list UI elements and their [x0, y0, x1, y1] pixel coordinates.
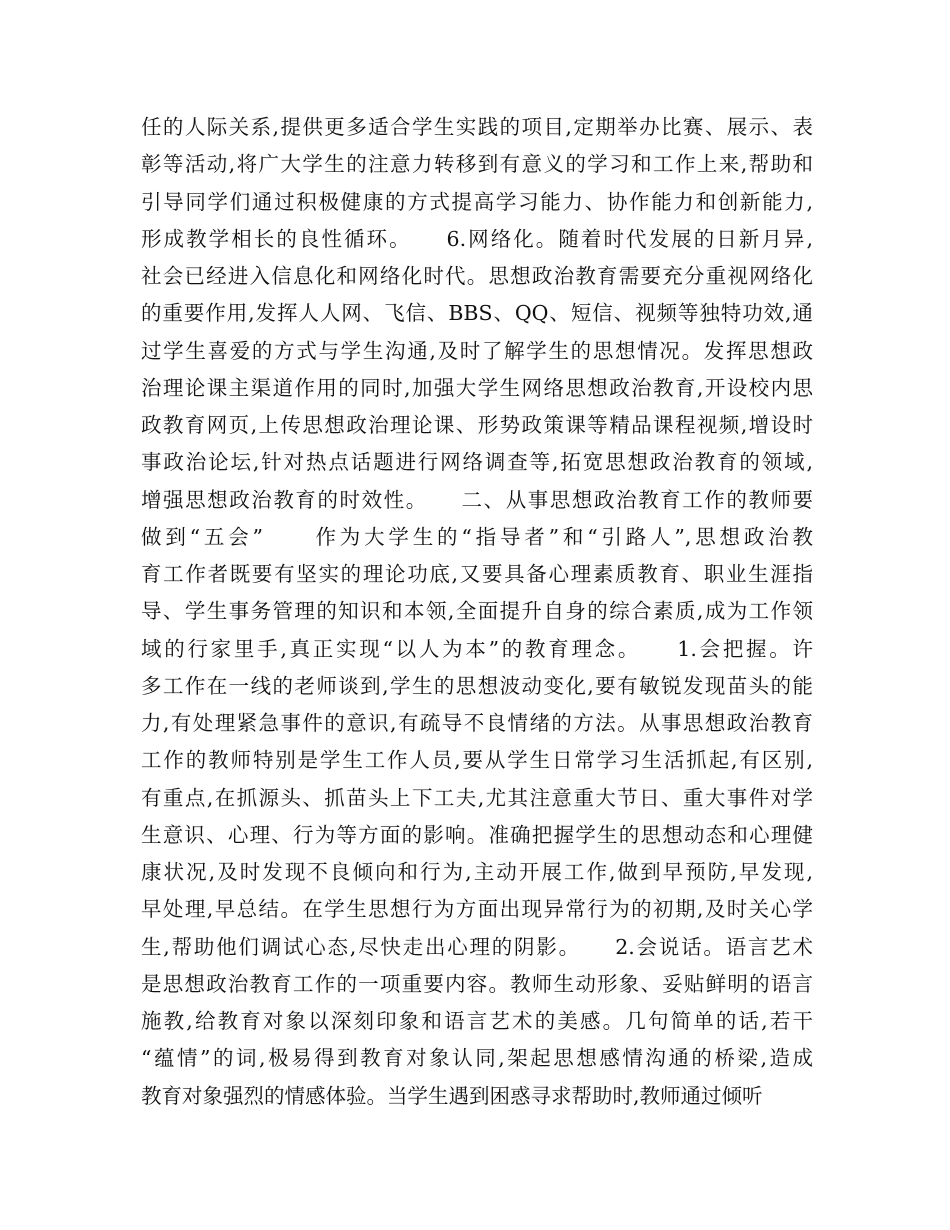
text-line: 引导同学们通过积极健康的方式提高学习能力、协作能力和创新能力,: [141, 189, 813, 214]
text-line: 力,有处理紧急事件的意识,有疏导不良情绪的方法。从事思想政治教育: [141, 711, 813, 735]
text-line: 导、学生事务管理的知识和本领,全面提升自身的综合素质,成为工作领: [141, 599, 813, 624]
text-line: 治理论课主渠道作用的同时,加强大学生网络思想政治教育,开设校内思: [141, 375, 813, 400]
text-line: 育工作者既要有坚实的理论功底,又要具备心理素质教育、职业生涯指: [141, 562, 813, 586]
text-line: 域的行家里手,真正实现“以人为本”的教育理念。 1.会把握。许: [141, 636, 813, 661]
text-line: 工作的教师特别是学生工作人员,要从学生日常学习生活抓起,有区别,: [141, 748, 813, 773]
text-line: 过学生喜爱的方式与学生沟通,及时了解学生的思想情况。发挥思想政: [141, 338, 813, 363]
text-line: 早处理,早总结。在学生思想行为方面出现异常行为的初期,及时关心学: [141, 897, 813, 922]
text-line: 施教,给教育对象以深刻印象和语言艺术的美感。几句简单的话,若干: [141, 1009, 813, 1033]
text-line: 做到“五会” 作为大学生的“指导者”和“引路人”,思想政治教: [141, 524, 813, 549]
text-line: 社会已经进入信息化和网络化时代。思想政治教育需要充分重视网络化: [141, 264, 813, 288]
text-line: 教育对象强烈的情感体验。当学生遇到困惑寻求帮助时,教师通过倾听: [141, 1083, 763, 1108]
text-line: 是思想政治教育工作的一项重要内容。教师生动形象、妥贴鲜明的语言: [141, 971, 813, 996]
text-line: 的重要作用,发挥人人网、飞信、BBS、QQ、短信、视频等独特功效,通: [141, 301, 813, 326]
text-line: 生,帮助他们调试心态,尽快走出心理的阴影。 2.会说话。语言艺术: [141, 934, 813, 959]
text-line: 有重点,在抓源头、抓苗头上下工夫,尤其注意重大节日、重大事件对学: [141, 785, 813, 810]
text-line: 政教育网页,上传思想政治理论课、形势政策课等精品课程视频,增设时: [141, 413, 813, 437]
text-line: 增强思想政治教育的时效性。 二、从事思想政治教育工作的教师要: [141, 487, 813, 512]
text-line: 任的人际关系,提供更多适合学生实践的项目,定期举办比赛、展示、表: [141, 115, 813, 139]
body-text: [141, 109, 813, 1115]
text-line: 多工作在一线的老师谈到,学生的思想波动变化,要有敏锐发现苗头的能: [141, 673, 813, 698]
text-line: 形成教学相长的良性循环。 6.网络化。随着时代发展的日新月异,: [141, 226, 813, 251]
text-line: 生意识、心理、行为等方面的影响。准确把握学生的思想动态和心理健: [141, 822, 813, 847]
text-line: “蕴情”的词,极易得到教育对象认同,架起思想感情沟通的桥梁,造成: [141, 1046, 813, 1071]
text-line: 彰等活动,将广大学生的注意力转移到有意义的学习和工作上来,帮助和: [141, 152, 813, 177]
text-line: 事政治论坛,针对热点话题进行网络调查等,拓宽思想政治教育的领域,: [141, 450, 813, 475]
text-line: 康状况,及时发现不良倾向和行为,主动开展工作,做到早预防,早发现,: [141, 860, 813, 884]
